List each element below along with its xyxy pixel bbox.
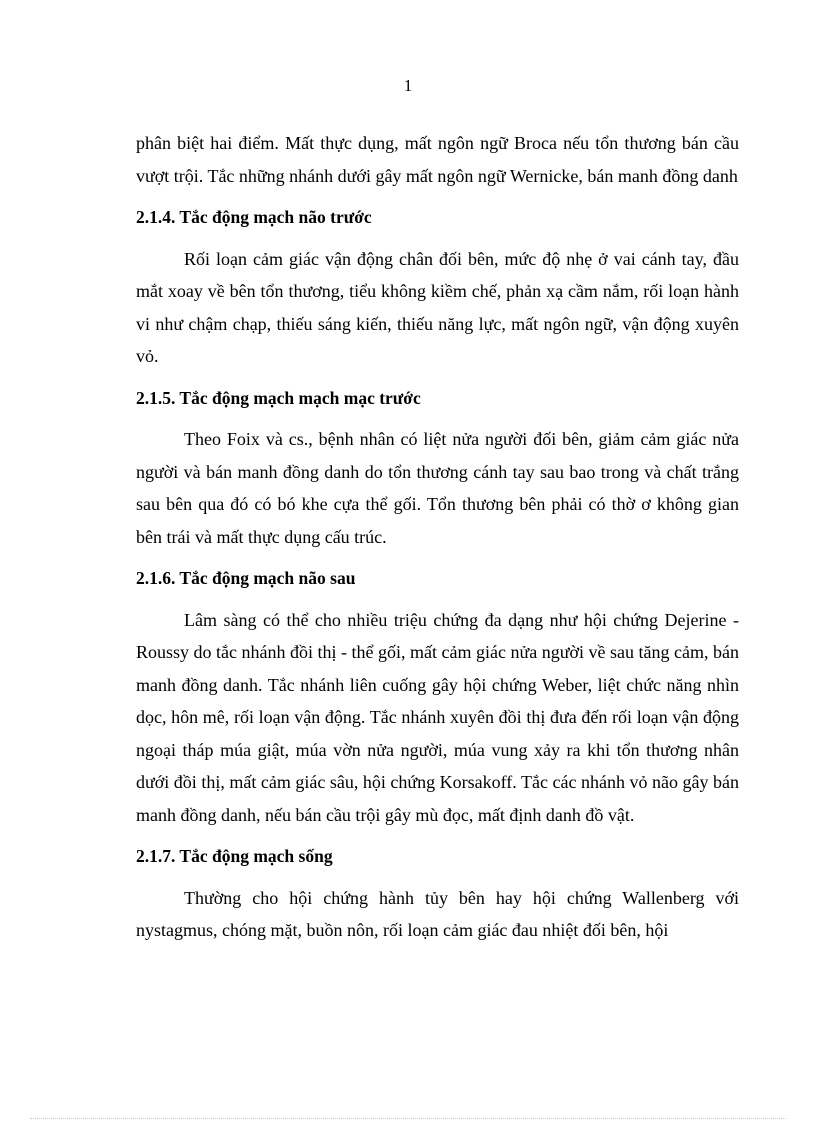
paragraph: Theo Foix và cs., bệnh nhân có liệt nửa người đối bên, giảm cảm giác nửa người và bán manh đồng danh do tổn thương cánh tay sau bao trong và chất trắng sau bên qua đó có bó khe cựa thể gối. Tổn thương bên phải có thờ ơ không gian bên trái và mất thực dụng cấu trúc. (136, 429, 739, 547)
section-heading: 2.1.4. Tắc động mạch não trước (136, 207, 372, 227)
section-heading: 2.1.7. Tắc động mạch sống (136, 846, 333, 866)
section-heading: 2.1.5. Tắc động mạch mạch mạc trước (136, 387, 421, 408)
page-bottom-divider (30, 1118, 786, 1119)
paragraph: phân biệt hai điểm. Mất thực dụng, mất ngôn ngữ Broca nếu tổn thương bán cầu vượt trội. Tắc những nhánh dưới gây mất ngôn ngữ Wernicke, bán manh đồng danh (136, 133, 739, 186)
section-heading: 2.1.6. Tắc động mạch não sau (136, 568, 356, 588)
paragraph: Lâm sàng có thể cho nhiều triệu chứng đa dạng như hội chứng Dejerine - Roussy do tắc nhánh đồi thị - thể gối, mất cảm giác nửa người về sau tăng cảm, bán manh đồng danh. Tắc nhánh liên cuống gây hội chứng Weber, liệt chức năng nhìn dọc, hôn mê, rối loạn vận động. Tắc nhánh xuyên đồi thị đưa đến rối loạn vận động ngoại tháp múa giật, múa vờn nửa người, múa vung xảy ra khi tổn thương nhân dưới đồi thị, mất cảm giác sâu, hội chứng Korsakoff. Tắc các nhánh vỏ não gây bán manh đồng danh, nếu bán cầu trội gây mù đọc, mất định danh đồ vật. (136, 609, 739, 825)
paragraph: Thường cho hội chứng hành tủy bên hay hội chứng Wallenberg với nystagmus, chóng mặt, buồn nôn, rối loạn cảm giác đau nhiệt đối bên, hội (136, 887, 739, 940)
paragraph: Rối loạn cảm giác vận động chân đối bên, mức độ nhẹ ở vai cánh tay, đầu mắt xoay về bên tổn thương, tiểu không kiềm chế, phản xạ cầm nắm, rối loạn hành vi như chậm chạp, thiếu sáng kiến, thiếu năng lực, mất ngôn ngữ, vận động xuyên vỏ. (136, 248, 739, 366)
page-number: 1 (403, 76, 413, 95)
document-body (136, 127, 739, 956)
